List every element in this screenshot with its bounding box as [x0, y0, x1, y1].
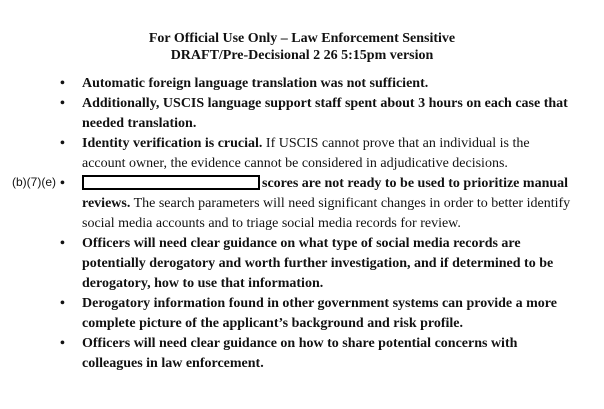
list-item	[60, 234, 575, 294]
bullet-bold-text: Automatic foreign language translation was not sufficient.	[82, 76, 429, 91]
findings-list	[60, 74, 575, 374]
list-item	[60, 334, 575, 374]
bullet-icon: •	[60, 296, 65, 311]
bullet-bold-text: scores are not ready to be used to prioritize manual reviews.	[82, 176, 569, 211]
bullet-icon: •	[60, 176, 65, 191]
header-line-2: DRAFT/Pre-Decisional 2 26 5:15pm version	[170, 48, 434, 63]
list-item	[60, 174, 575, 234]
bullet-icon: •	[60, 236, 65, 251]
bullet-icon: •	[60, 336, 65, 351]
bullet-icon: •	[60, 76, 65, 91]
redaction-box	[82, 175, 260, 190]
list-item	[60, 94, 575, 134]
bullet-text: If USCIS cannot prove that an individual is the account owner, the evidence cannot be considered in adjudicative decisions.	[82, 136, 530, 171]
bullet-icon: •	[60, 96, 65, 111]
list-item	[60, 294, 575, 334]
bullet-icon: •	[60, 136, 65, 151]
list-item	[60, 134, 575, 174]
document-header	[0, 30, 604, 64]
redaction-exemption-code: (b)(7)(e)	[12, 175, 56, 189]
list-item	[60, 74, 575, 94]
header-line-1: For Official Use Only – Law Enforcement Sensitive	[148, 31, 456, 46]
bullet-bold-text: Derogatory information found in other government systems can provide a more complete picture of the applicant’s background and risk profile.	[82, 296, 557, 331]
bullet-bold-text: Additionally, USCIS language support staff spent about 3 hours on each case that needed translation.	[82, 96, 568, 131]
bullet-bold-text: Identity verification is crucial.	[82, 136, 263, 151]
bullet-text: The search parameters will need significant changes in order to better identify social media accounts and to triage social media records for review.	[82, 196, 571, 231]
bullet-bold-text: Officers will need clear guidance on how to share potential concerns with colleagues in law enforcement.	[82, 336, 518, 371]
bullet-bold-text: Officers will need clear guidance on what type of social media records are potentially derogatory and worth further investigation, and if determined to be derogatory, how to use that information.	[82, 236, 554, 291]
